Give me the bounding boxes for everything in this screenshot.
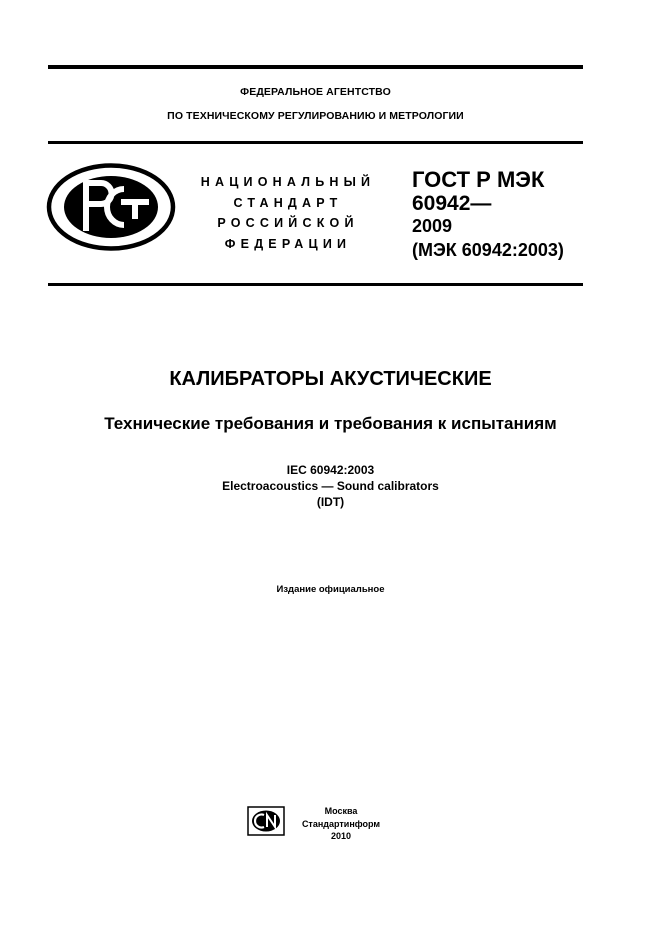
publisher-city: Москва (324, 806, 358, 816)
iec-title: Electroacoustics — Sound calibrators (222, 479, 439, 493)
national-standard-line-4: ФЕДЕРАЦИИ (224, 236, 352, 251)
iec-reference (0, 462, 661, 510)
standard-designation (412, 168, 564, 262)
top-rule (48, 65, 583, 69)
publisher-year: 2010 (330, 831, 352, 841)
document-subtitle: Технические требования и требования к испытаниям (104, 414, 557, 433)
rst-gost-emblem-icon (46, 163, 176, 251)
publisher-info (286, 805, 396, 843)
national-standard-line-2: СТАНДАРТ (233, 195, 343, 210)
designation-line-4: (МЭК 60942:2003) (412, 239, 564, 260)
national-standard-line-3: РОССИЙСКОЙ (217, 216, 359, 230)
national-standard-line-1: НАЦИОНАЛЬНЫЙ (200, 175, 376, 189)
designation-line-2: 60942— (412, 191, 492, 215)
agency-line-2: ПО ТЕХНИЧЕСКОМУ РЕГУЛИРОВАНИЮ И МЕТРОЛОГИИ (167, 110, 464, 122)
designation-line-3: 2009 (412, 216, 453, 236)
agency-rule (48, 141, 583, 144)
standartinform-emblem-icon (247, 806, 285, 836)
iec-number: IEC 60942:2003 (286, 463, 375, 477)
iec-degree: (IDT) (316, 495, 345, 509)
document-title: КАЛИБРАТОРЫ АКУСТИЧЕСКИЕ (169, 368, 492, 390)
national-standard-label (178, 172, 398, 254)
edition-label: Издание официальное (276, 584, 385, 595)
agency-line-1: ФЕДЕРАЛЬНОЕ АГЕНТСТВО (240, 86, 391, 98)
header-rule (48, 283, 583, 286)
publisher-name: Стандартинформ (301, 818, 381, 829)
designation-line-1: ГОСТ Р МЭК (412, 167, 545, 192)
